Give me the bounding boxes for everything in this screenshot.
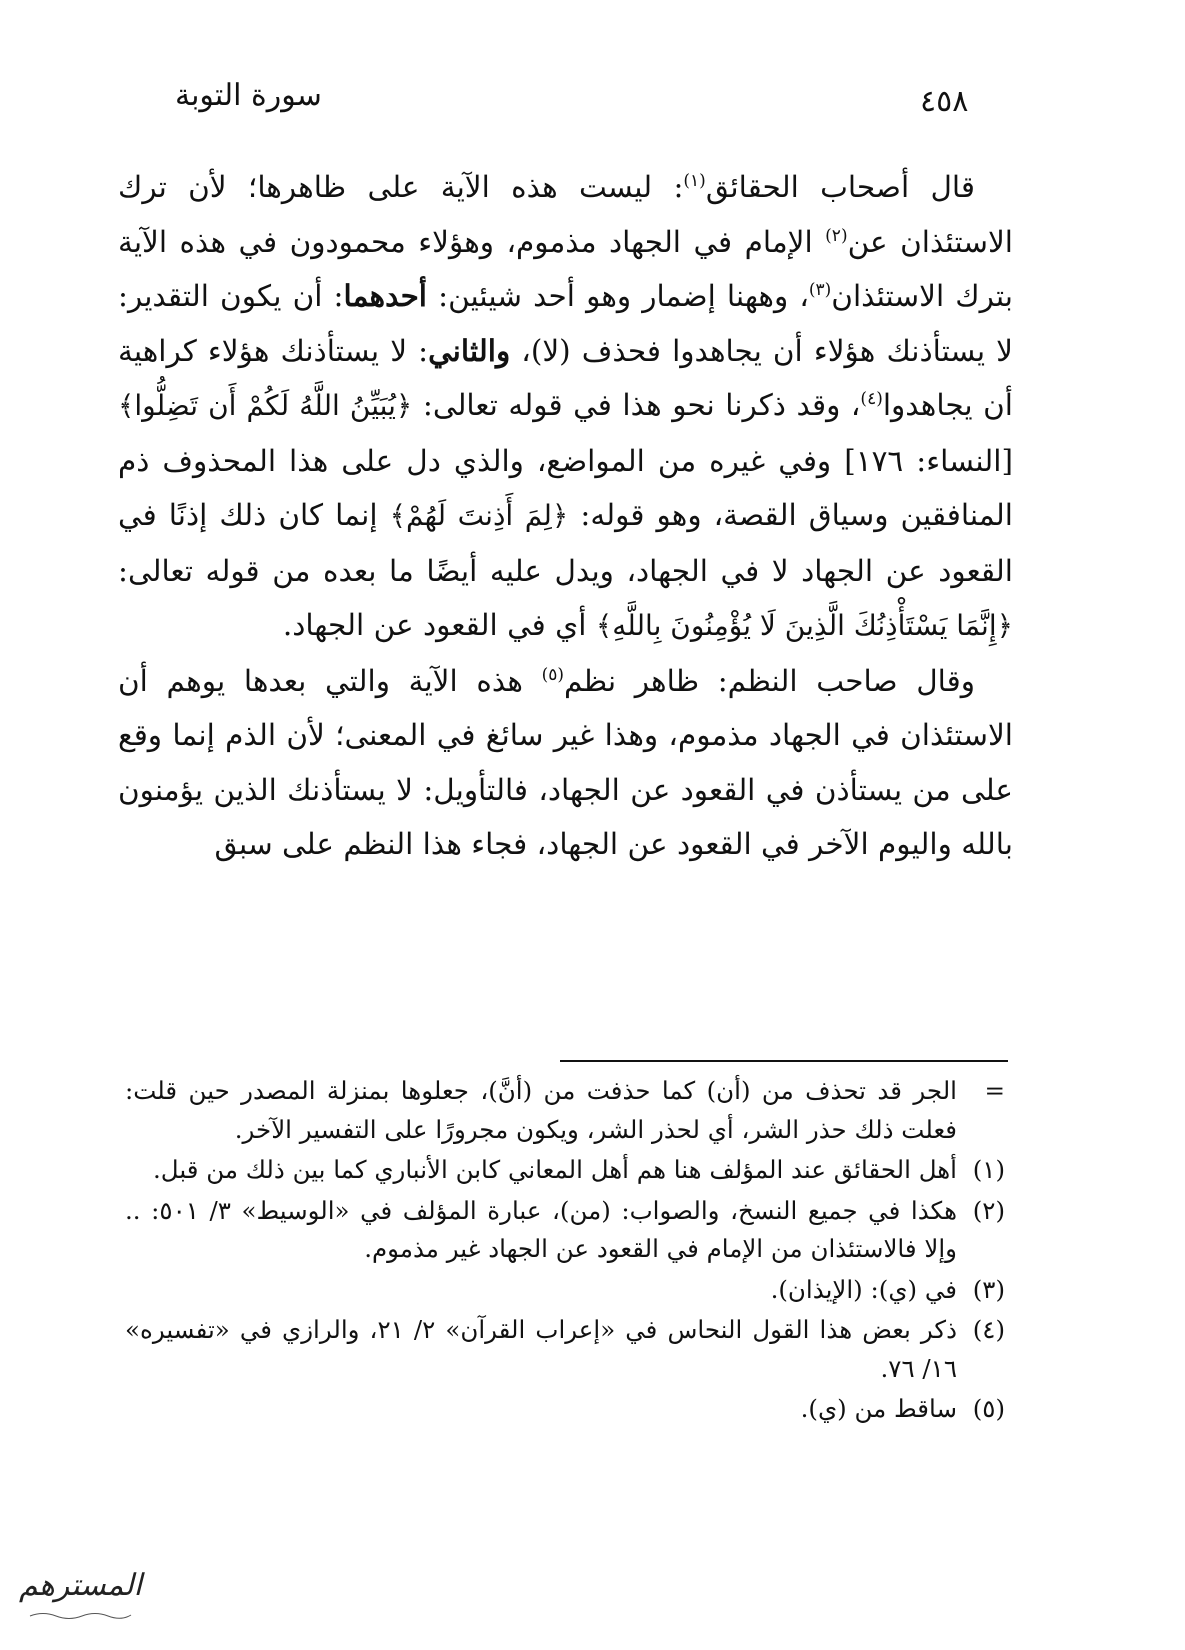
footnote-text: ساقط من (ي). bbox=[800, 1394, 957, 1423]
text-run: قال أصحاب الحقائق bbox=[705, 170, 975, 204]
main-text bbox=[118, 160, 1013, 872]
watermark-scribble-icon bbox=[28, 1610, 133, 1620]
footnote-2 bbox=[125, 1192, 1005, 1269]
text-run: أي في القعود عن الجهاد. bbox=[282, 608, 596, 642]
footnote-mark: (٤) bbox=[972, 1315, 1005, 1344]
paragraph-2 bbox=[118, 654, 1013, 872]
footnote-text: ذكر بعض هذا القول النحاس في «إعراب القرآن» ٢/ ٢١، والرازي في «تفسيره» ١٦/ ٧٦. bbox=[125, 1315, 958, 1383]
watermark-subline bbox=[28, 1610, 133, 1623]
footnote-ref-2: (٢) bbox=[825, 225, 848, 246]
text-run: وقال صاحب النظم: ظاهر نظم bbox=[564, 663, 975, 698]
text-run: الإمام في الجهاد مذموم، وهؤلاء محمودون في هذه الآية بترك الاستئذان bbox=[118, 224, 1013, 313]
footnote-mark: (٥) bbox=[972, 1394, 1005, 1423]
footnote-continuation bbox=[125, 1072, 1005, 1149]
text-run: ، وههنا إضمار وهو أحد شيئين: bbox=[427, 279, 809, 313]
footnote-ref-5: (٥) bbox=[541, 664, 565, 685]
footnote-ref-1: (١) bbox=[683, 171, 706, 192]
footnote-text: أهل الحقائق عند المؤلف هنا هم أهل المعاني كابن الأنباري كما بين ذلك من قبل. bbox=[152, 1155, 957, 1184]
text-run: [النساء: ١٧٦] وفي غيره من المواضع، والذي دل على هذا المحذوف ذم المنافقين وسياق القصة، وهو قوله: bbox=[118, 443, 1013, 532]
quran-quote-3: ﴿إِنَّمَا يَسْتَأْذِنُكَ الَّذِينَ لَا يُؤْمِنُونَ بِاللَّهِ﴾ bbox=[595, 609, 1013, 642]
footnote-mark: = bbox=[984, 1076, 1005, 1105]
text-run: : ليست هذه الآية على ظاهرها؛ لأن ترك الاستئذان عن bbox=[118, 170, 1013, 259]
footnote-mark: (١) bbox=[972, 1155, 1005, 1184]
running-title: سورة التوبة bbox=[175, 78, 322, 113]
footnote-4 bbox=[125, 1311, 1005, 1388]
footnote-text: الجر قد تحذف من (أن) كما حذفت من (أنَّ)، جعلوها بمنزلة المصدر حين قلت: فعلت ذلك حذر الشر، أي لحذر الشر، ويكون مجرورًا على التفسير الآخر. bbox=[125, 1076, 957, 1144]
page-number: ٤٥٨ bbox=[920, 84, 969, 119]
footnote-text: في (ي): (الإيذان). bbox=[770, 1274, 957, 1304]
watermark-text: المسترهم bbox=[19, 1568, 142, 1603]
footnote-text: هكذا في جميع النسخ، والصواب: (من)، عبارة المؤلف في «الوسيط» ٣/ ٥٠١: .. وإلا فالاستئذان من الإمام في القعود عن الجهاد غير مذموم. bbox=[125, 1195, 957, 1263]
footnotes bbox=[125, 1072, 1005, 1429]
footnote-mark: (٣) bbox=[972, 1274, 1005, 1304]
text-run: إنما كان ذلك إذنًا في القعود عن الجهاد لا في الجهاد، ويدل عليه أيضًا ما بعده من قوله تعالى: bbox=[118, 498, 1013, 588]
text-run: : لا يستأذنك هؤلاء كراهية أن يجاهدوا bbox=[118, 333, 1013, 422]
footnote-mark: (٢) bbox=[972, 1195, 1005, 1225]
footnote-3 bbox=[125, 1271, 1005, 1310]
paragraph-1 bbox=[118, 160, 1013, 654]
text-run: ، وقد ذكرنا نحو هذا في قوله تعالى: bbox=[412, 388, 861, 422]
quran-quote-2: ﴿لِمَ أَذِنتَ لَهُمْ﴾ bbox=[389, 499, 569, 532]
bold-term-second: والثاني bbox=[428, 332, 511, 368]
bold-term-first: أحدهما bbox=[343, 278, 428, 313]
footnote-divider bbox=[560, 1060, 1008, 1062]
text-run: هذه الآية والتي بعدها يوهم أن الاستئذان في الجهاد مذموم، وهذا غير سائغ في المعنى؛ لأن الذم إنما وقع على من يستأذن في القعود عن الجهاد، فالتأويل: لا يستأذنك الذين يؤمنون بالله واليوم الآخر في القعود عن الجهاد، فجاء هذا النظم على سبق bbox=[118, 663, 1013, 861]
text-run: : أن يكون التقدير: لا يستأذنك هؤلاء أن يجاهدوا فحذف (لا)، bbox=[118, 279, 1013, 368]
watermark-logo bbox=[18, 1568, 143, 1630]
quran-quote-1: ﴿يُبَيِّنُ اللَّهُ لَكُمْ أَن تَضِلُّوا﴾ bbox=[118, 389, 413, 422]
footnote-1 bbox=[125, 1151, 1005, 1190]
footnote-ref-4: (٤) bbox=[860, 389, 883, 410]
footnote-5 bbox=[125, 1390, 1005, 1429]
footnote-ref-3: (٣) bbox=[808, 280, 832, 301]
